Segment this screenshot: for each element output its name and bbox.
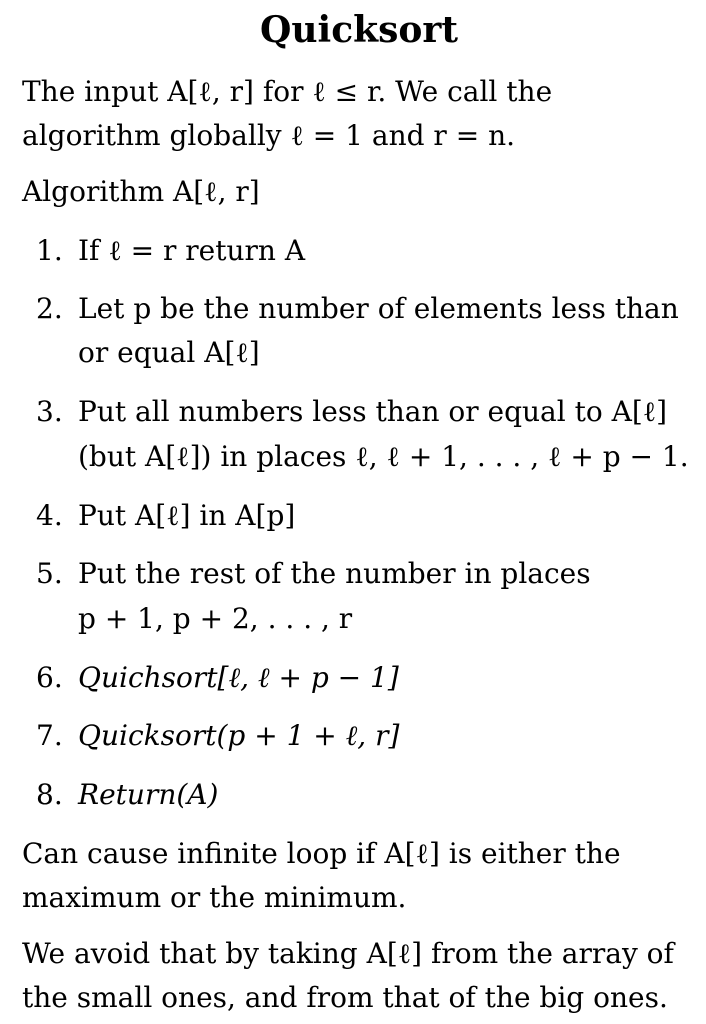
step-number: 6.	[36, 661, 63, 694]
step-text: If ℓ = r return A	[78, 234, 306, 267]
step-number: 7.	[36, 719, 63, 752]
step-text: Put all numbers less than or equal to A[ℓ]	[78, 395, 668, 428]
step-number: 1.	[36, 234, 63, 267]
algorithm-heading: Algorithm A[ℓ, r]	[22, 175, 260, 208]
step-number: 8.	[36, 778, 63, 811]
step-text: Put A[ℓ] in A[p]	[78, 499, 296, 532]
intro-line-1: The input A[ℓ, r] for ℓ ≤ r. We call the	[22, 75, 553, 108]
step-4	[36, 494, 696, 538]
step-number: 5.	[36, 557, 63, 590]
step-5	[36, 552, 696, 596]
step-text: Quicksort(p + 1 + ℓ, r]	[78, 719, 400, 752]
step-5-continuation: p + 1, p + 2, . . . , r	[78, 602, 353, 635]
step-7	[36, 714, 696, 758]
note-2-line-2: the small ones, and from that of the big ones.	[22, 981, 668, 1014]
note-1-line-2: maximum or the minimum.	[22, 881, 407, 914]
note-2-line-1: We avoid that by taking A[ℓ] from the array of	[22, 937, 674, 970]
step-text: Let p be the number of elements less than	[78, 292, 679, 325]
step-1	[36, 229, 696, 273]
step-text: Quichsort[ℓ, ℓ + p − 1]	[78, 661, 399, 694]
step-8	[36, 773, 696, 817]
step-2	[36, 287, 696, 331]
step-6	[36, 656, 696, 700]
step-3-continuation: (but A[ℓ]) in places ℓ, ℓ + 1, . . . , ℓ + p − 1.	[78, 440, 689, 473]
step-text: Put the rest of the number in places	[78, 557, 591, 590]
step-2-continuation: or equal A[ℓ]	[78, 336, 260, 369]
step-number: 4.	[36, 499, 63, 532]
step-text: Return(A)	[78, 778, 219, 811]
step-number: 3.	[36, 395, 63, 428]
note-1-line-1: Can cause infinite loop if A[ℓ] is either the	[22, 837, 621, 870]
intro-line-2: algorithm globally ℓ = 1 and r = n.	[22, 119, 516, 152]
step-number: 2.	[36, 292, 63, 325]
page-title: Quicksort	[260, 9, 458, 51]
step-3	[36, 390, 696, 434]
